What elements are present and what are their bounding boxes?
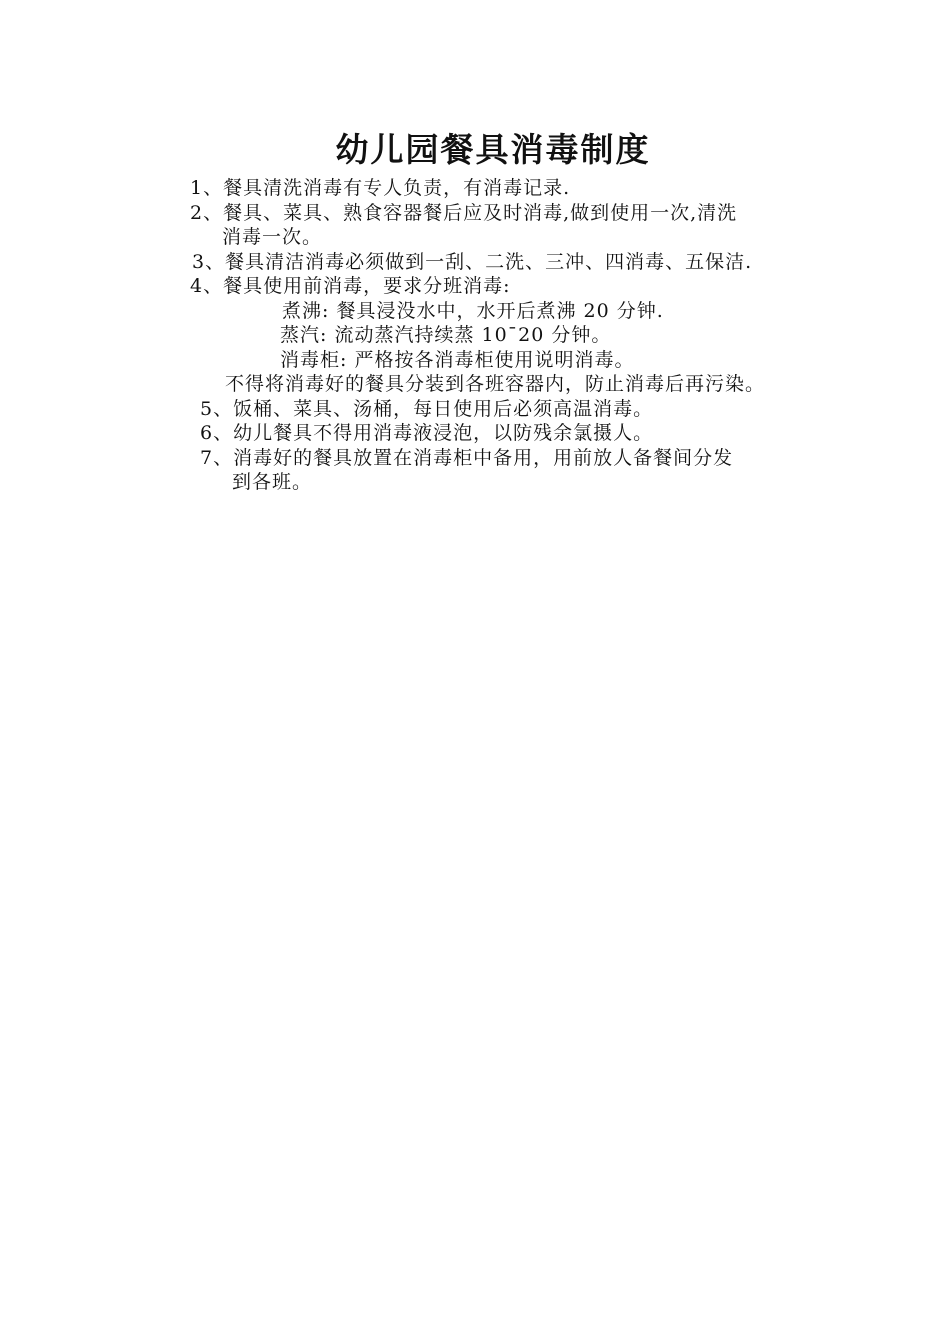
rule-4: 4、餐具使用前消毒，要求分班消毒: [190,275,511,297]
rule-7: 7、消毒好的餐具放置在消毒柜中备用，用前放人备餐间分发 [200,447,734,469]
rule-1: 1、餐具清洗消毒有专人负责，有消毒记录. [190,177,571,199]
rule-4-steam: 蒸汽: 流动蒸汽持续蒸 10¯20 分钟。 [280,324,612,346]
rule-6: 6、幼儿餐具不得用消毒液浸泡，以防残余氯摄人。 [200,422,654,444]
rule-4-boiling: 煮沸: 餐具浸没水中，水开后煮沸 20 分钟. [282,300,664,322]
rule-4-cabinet: 消毒柜: 严格按各消毒柜使用说明消毒。 [280,349,635,371]
rule-3: 3、餐具清洁消毒必须做到一刮、二洗、三冲、四消毒、五保洁. [192,251,753,273]
page-title: 幼儿园餐具消毒制度 [335,130,651,169]
rule-2: 2、餐具、菜具、熟食容器餐后应及时消毒,做到使用一次,清洗 [190,202,738,224]
rule-2-continued: 消毒一次。 [222,226,323,248]
rule-4-note: 不得将消毒好的餐具分装到各班容器内，防止消毒后再污染。 [225,373,766,395]
rule-5: 5、饭桶、菜具、汤桶，每日使用后必须高温消毒。 [200,398,654,420]
rule-7-continued: 到各班。 [232,471,313,493]
